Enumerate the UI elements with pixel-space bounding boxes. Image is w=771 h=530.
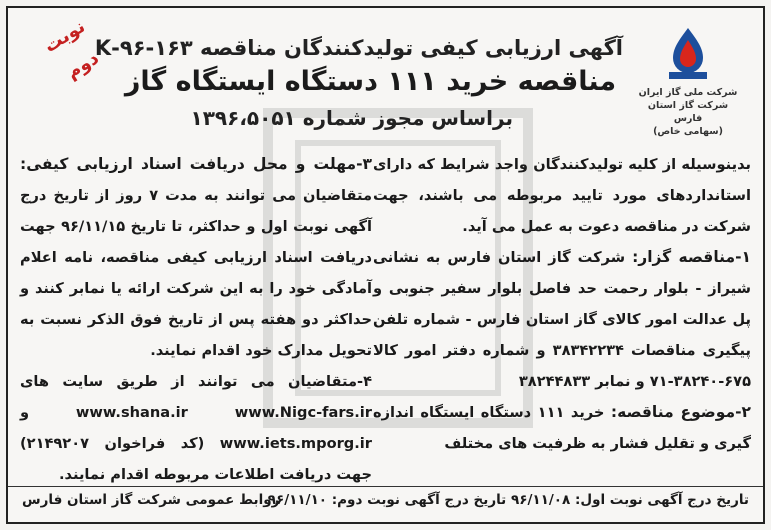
- right-column: [373, 149, 751, 459]
- footer-divider: [8, 486, 763, 487]
- section-4-suffix: (کد فراخوان ۲۱۴۹۲۰۷) جهت دریافت اطلاعات مربوطه اقدام نمایند.: [20, 435, 372, 483]
- site-link-nigc-fars[interactable]: www.Nigc-fars.ir: [234, 404, 372, 421]
- site-link-shana[interactable]: www.shana.ir: [75, 404, 188, 421]
- publisher: روابط عمومی شرکت گاز استان فارس: [22, 492, 280, 508]
- header: [8, 8, 763, 146]
- company-logo: [633, 26, 743, 136]
- section-1-body: شرکت گاز استان فارس به نشانی شیراز - بلوار رحمت حد فاصل بلوار سفیر جنوبی و پل عدالت امور کالای گاز استان فارس - شماره تلفن پیگیری مناقصات ۳۸۳۴۲۲۳۴ و شماره دفتر امور کالا ۶۷۵-۳۸۲۴۰-۷۱ و نمابر ۳۸۲۴۴۸۳۳: [373, 249, 751, 390]
- section-2: [373, 397, 751, 459]
- section-3-body: متقاضیان می توانند به مدت ۷ روز از تاریخ درج آگهی نوبت اول و حداکثر، تا تاریخ ۹۶/۱۱/۱۵ جهت دریافت اسناد ارزیابی کیفی مناقصه، نامه اعلام آمادگی خود را به این شرکت ارائه یا نمابر کنند و حداکثر دو هفته پس از تاریخ فوق الذکر نسبت به تحویل مدارک خود اقدام نمایند.: [20, 187, 373, 359]
- title-line-3: براساس مجوز شماره ۱۳۹۶،۵۰۵۱: [190, 106, 513, 130]
- logo-line-1: شرکت ملی گاز ایران: [638, 87, 738, 98]
- logo-line-2: شرکت گاز استان فارس: [647, 100, 729, 124]
- logo-caption: [633, 86, 743, 138]
- gas-flame-logo-icon: [663, 26, 713, 82]
- publication-dates: تاریخ درج آگهی نوبت اول: ۹۶/۱۱/۰۸ تاریخ درج آگهی نوبت دوم: ۹۶/۱۱/۱۰: [267, 492, 749, 508]
- title-line-1: آگهی ارزیابی کیفی تولیدکنندگان مناقصه ۱۶۳-۹۶-K: [94, 36, 623, 60]
- left-column: [20, 149, 372, 490]
- intro-paragraph: بدینوسیله از کلیه تولیدکنندگان واجد شرایط که دارای استانداردهای مورد تایید مربوطه می باشند، جهت شرکت در مناقصه دعوت به عمل می آید.: [373, 156, 751, 235]
- title-line-2: مناقصه خرید ۱۱۱ دستگاه ایستگاه گاز: [124, 66, 617, 97]
- section-4: [20, 366, 372, 490]
- advertisement-page: [6, 6, 765, 524]
- section-4-and: و: [20, 404, 76, 421]
- section-2-body: خرید ۱۱۱ دستگاه ایستگاه اندازه گیری و تقلیل فشار به ظرفیت های مختلف: [373, 404, 751, 452]
- section-2-heading: ۲-موضوع مناقصه:: [610, 403, 751, 421]
- section-3-heading: ۳-مهلت و محل دریافت اسناد ارزیابی کیفی:: [20, 155, 372, 173]
- section-4-prefix: ۴-متقاضیان می توانند از طریق سایت های: [20, 373, 372, 390]
- section-3: [20, 149, 372, 366]
- site-link-iets[interactable]: www.iets.mporg.ir: [219, 435, 372, 452]
- logo-line-3: (سهامی خاص): [653, 126, 723, 137]
- edition-stamp: نوبت دوم: [40, 16, 103, 84]
- section-1-heading: ۱-مناقصه گزار:: [632, 248, 751, 266]
- section-1: [373, 242, 751, 397]
